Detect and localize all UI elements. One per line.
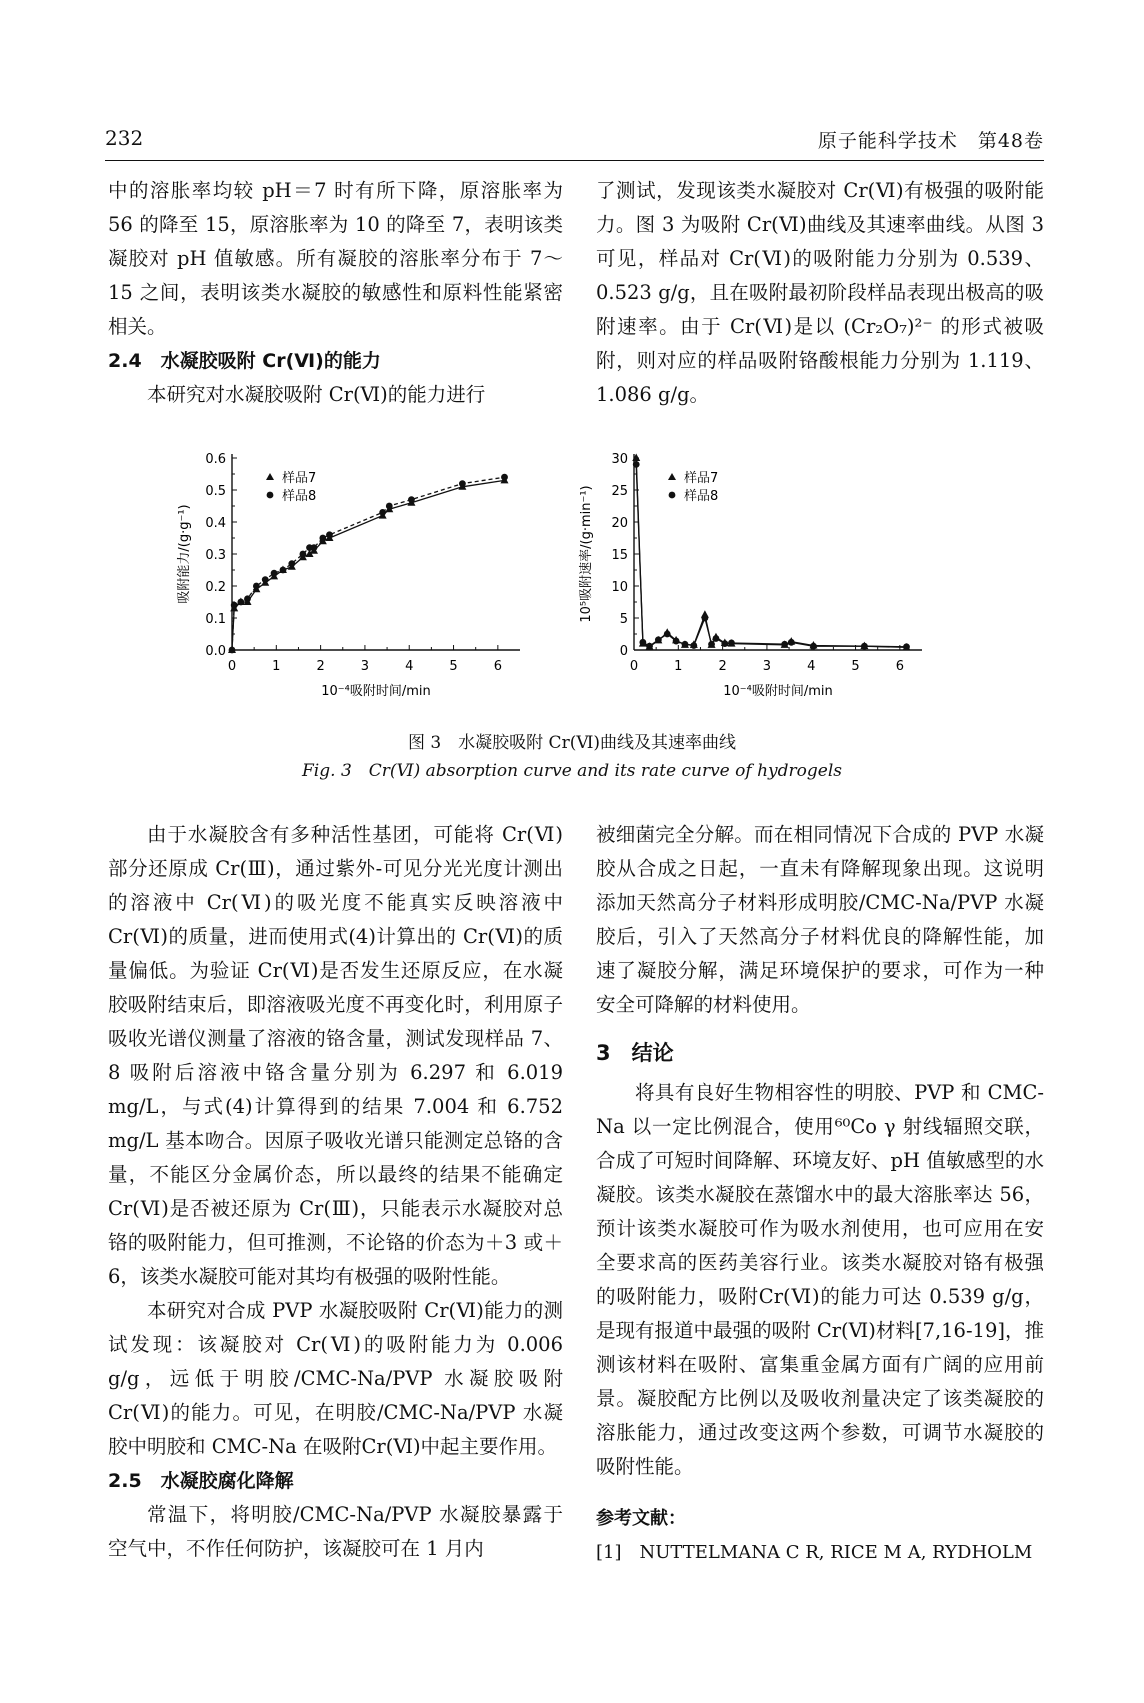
- y-tick-label: 30: [611, 452, 628, 467]
- x-tick-label: 2: [316, 659, 325, 674]
- y-tick-label: 0.2: [205, 580, 226, 595]
- x-tick-label: 6: [895, 659, 904, 674]
- series-line: [636, 458, 906, 647]
- figure-caption-cn: 图 3 水凝胶吸附 Cr(Ⅵ)曲线及其速率曲线: [407, 733, 737, 753]
- legend-label: 样品8: [282, 489, 317, 504]
- x-tick-label: 1: [674, 659, 683, 674]
- x-axis-label: 10⁻⁴吸附时间/min: [321, 684, 431, 699]
- data-point-circle: [262, 576, 269, 583]
- legend-marker-circle: [267, 492, 274, 499]
- references-title: 参考文献：: [596, 1508, 686, 1529]
- data-point-circle: [408, 496, 415, 503]
- section-heading-2-4: 2.4 水凝胶吸附 Cr(Ⅵ)的能力: [108, 350, 381, 372]
- y-axis-label: 10⁵吸附速率/(g·min⁻¹): [579, 485, 594, 623]
- y-tick-label: 0.6: [205, 452, 226, 467]
- paragraph: 本研究对水凝胶吸附 Cr(Ⅵ)的能力进行: [147, 383, 486, 406]
- x-tick-label: 0: [629, 659, 639, 674]
- data-point-circle: [690, 642, 697, 649]
- x-tick-label: 3: [360, 659, 370, 674]
- y-tick-label: 0.4: [205, 516, 226, 531]
- legend-marker-triangle: [266, 473, 274, 480]
- data-point-circle: [701, 615, 708, 622]
- legend-label: 样品8: [684, 489, 719, 504]
- y-tick-label: 0.0: [205, 644, 226, 659]
- section-heading-3: 3 结论: [596, 1041, 674, 1065]
- x-tick-label: 4: [405, 659, 414, 674]
- right-column-bottom: [596, 818, 1044, 1570]
- left-column-top: [108, 174, 563, 412]
- page-header: [105, 120, 1044, 154]
- data-point-circle: [682, 641, 689, 648]
- data-point-circle: [646, 643, 653, 650]
- data-point-circle: [639, 639, 646, 646]
- data-point-circle: [326, 531, 333, 538]
- y-tick-label: 5: [619, 612, 628, 627]
- data-point-circle: [810, 643, 817, 650]
- y-tick-label: 0: [619, 644, 628, 659]
- y-tick-label: 0.3: [205, 548, 226, 563]
- series-line: [232, 477, 505, 650]
- data-point-circle: [673, 638, 680, 645]
- x-axis-label: 10⁻⁴吸附时间/min: [723, 684, 833, 699]
- data-point-circle: [655, 636, 662, 643]
- data-point-circle: [299, 551, 306, 558]
- header-rule: [105, 160, 1044, 161]
- data-point-circle: [280, 567, 287, 574]
- data-point-circle: [244, 595, 251, 602]
- left-column-bottom: [108, 818, 563, 1566]
- y-tick-label: 10: [611, 580, 628, 595]
- y-tick-label: 0.5: [205, 484, 226, 499]
- section-heading-2-5: 2.5 水凝胶腐化降解: [108, 1470, 294, 1492]
- data-point-circle: [231, 602, 238, 609]
- data-point-circle: [781, 641, 788, 648]
- series-line: [232, 480, 505, 650]
- y-tick-label: 15: [611, 548, 628, 563]
- x-tick-label: 5: [449, 659, 458, 674]
- data-point-circle: [319, 535, 326, 542]
- paragraph: 由于水凝胶含有多种活性基团，可能将 Cr(Ⅵ)部分还原成 Cr(Ⅲ)，通过紫外-可见分光光度计测出的溶液中 Cr(Ⅵ)的吸光度不能真实反映溶液中 Cr(Ⅵ)的质量，进而使用式(4)计算出的 Cr(Ⅵ)的质量偏低。为验证 Cr(Ⅵ)是否发生还原反应，在水凝胶吸附结束后，即溶液吸光度不再变化时，利用原子吸收光谱仪测量了溶液的铬含量，测试发现样品 7、8 吸附后溶液中铬含量分别为 6.297 和 6.019 mg/L，与式(4)计算得到的结果 7.004 和 6.752 mg/L 基本吻合。因原子吸收光谱只能测定总铬的含量，不能区分金属价态，所以最终的结果不能确定Cr(Ⅵ)是否被还原为 Cr(Ⅲ)，只能表示水凝胶对总铬的吸附能力，但可推测，不论铬的价态为＋3 或＋6，该类水凝胶可能对其均有极强的吸附性能。: [108, 823, 563, 1288]
- legend-marker-triangle: [668, 473, 676, 480]
- y-tick-label: 20: [611, 516, 628, 531]
- x-tick-label: 4: [807, 659, 816, 674]
- data-point-circle: [664, 631, 671, 638]
- y-tick-label: 0.1: [205, 612, 226, 627]
- adsorption-capacity-chart: [170, 440, 540, 725]
- data-point-circle: [271, 570, 278, 577]
- data-point-circle: [379, 509, 386, 516]
- y-tick-label: 25: [611, 484, 628, 499]
- paragraph: 本研究对合成 PVP 水凝胶吸附 Cr(Ⅵ)能力的测试发现：该凝胶对 Cr(Ⅵ)的吸附能力为 0.006 g/g，远低于明胶/CMC-Na/PVP 水凝胶吸附 Cr(Ⅵ)的能力。可见，在明胶/CMC-Na/PVP 水凝胶中明胶和 CMC-Na 在吸附Cr(Ⅵ)中起主要作用。: [108, 1299, 563, 1458]
- legend-marker-circle: [669, 492, 676, 499]
- data-point-circle: [311, 544, 318, 551]
- data-point-circle: [501, 474, 508, 481]
- paragraph: 中的溶胀率均较 pH＝7 时有所下降，原溶胀率为 56 的降至 15，原溶胀率为 10 的降至 7，表明该类凝胶对 pH 值敏感。所有凝胶的溶胀率分布于 7～15 之间，表明该类水凝胶的敏感性和原料性能紧密相关。: [108, 179, 563, 338]
- x-tick-label: 0: [227, 659, 237, 674]
- paragraph: 了测试，发现该类水凝胶对 Cr(Ⅵ)有极强的吸附能力。图 3 为吸附 Cr(Ⅵ)曲线及其速率曲线。从图 3 可见，样品对 Cr(Ⅵ)的吸附能力分别为 0.539、0.523 g/g，且在吸附最初阶段样品表现出极高的吸附速率。由于 Cr(Ⅵ)是以 (Cr₂O₇)²⁻ 的形式被吸附，则对应的样品吸附铬酸根能力分别为 1.119、1.086 g/g。: [596, 179, 1044, 406]
- data-point-circle: [229, 647, 236, 654]
- x-tick-label: 1: [272, 659, 281, 674]
- x-tick-label: 2: [718, 659, 727, 674]
- data-point-circle: [861, 643, 868, 650]
- data-point-circle: [713, 635, 720, 642]
- page-number: 232: [105, 126, 144, 150]
- figure-caption-en: Fig. 3 Cr(Ⅵ) absorption curve and its rate curve of hydrogels: [302, 761, 842, 781]
- data-point-circle: [237, 599, 244, 606]
- paragraph: 将具有良好生物相容性的明胶、PVP 和 CMC-Na 以一定比例混合，使用⁶⁰Co γ 射线辐照交联，合成了可短时间降解、环境友好、pH 值敏感型的水凝胶。该类水凝胶在蒸馏水中的最大溶胀率达 56，预计该类水凝胶可作为吸水剂使用，也可应用在安全要求高的医药美容行业。该类水凝胶对铬有极强的吸附能力，吸附Cr(Ⅵ)的能力可达 0.539 g/g，是现有报道中最强的吸附 Cr(Ⅵ)材料[7,16-19]，推测该材料在吸附、富集重金属方面有广阔的应用前景。凝胶配方比例以及吸收剂量决定了该类凝胶的溶胀能力，通过改变这两个参数，可调节水凝胶的吸附性能。: [596, 1081, 1044, 1478]
- journal-title: 原子能科学技术 第48卷: [817, 130, 1044, 152]
- legend-label: 样品7: [684, 471, 719, 486]
- data-point-circle: [253, 583, 260, 590]
- data-point-circle: [633, 461, 640, 468]
- series-line: [636, 464, 906, 646]
- data-point-circle: [288, 560, 295, 567]
- figure-chart-left: [170, 440, 540, 729]
- x-tick-label: 3: [762, 659, 772, 674]
- paragraph: 常温下，将明胶/CMC-Na/PVP 水凝胶暴露于空气中，不作任何防护，该凝胶可在 1 月内: [108, 1503, 563, 1560]
- data-point-circle: [728, 640, 735, 647]
- paragraph: 被细菌完全分解。而在相同情况下合成的 PVP 水凝胶从合成之日起，一直未有降解现象出现。这说明添加天然高分子材料形成明胶/CMC-Na/PVP 水凝胶后，引入了天然高分子材料优良的降解性能，加速了凝胶分解，满足环境保护的要求，可作为一种安全可降解的材料使用。: [596, 823, 1044, 1016]
- data-point-circle: [708, 641, 715, 648]
- adsorption-rate-chart: [572, 440, 942, 725]
- legend-label: 样品7: [282, 471, 317, 486]
- data-point-circle: [903, 643, 910, 650]
- data-point-circle: [459, 480, 466, 487]
- y-axis-label: 吸附能力/(g·g⁻¹): [177, 504, 192, 604]
- data-point-circle: [788, 639, 795, 646]
- right-column-top: [596, 174, 1044, 412]
- data-point-circle: [386, 503, 393, 510]
- x-tick-label: 6: [493, 659, 502, 674]
- figure-chart-right: [572, 440, 942, 729]
- x-tick-label: 5: [851, 659, 860, 674]
- data-point-circle: [721, 640, 728, 647]
- reference-item: [1] NUTTELMANA C R, RICE M A, RYDHOLM: [596, 1542, 1033, 1563]
